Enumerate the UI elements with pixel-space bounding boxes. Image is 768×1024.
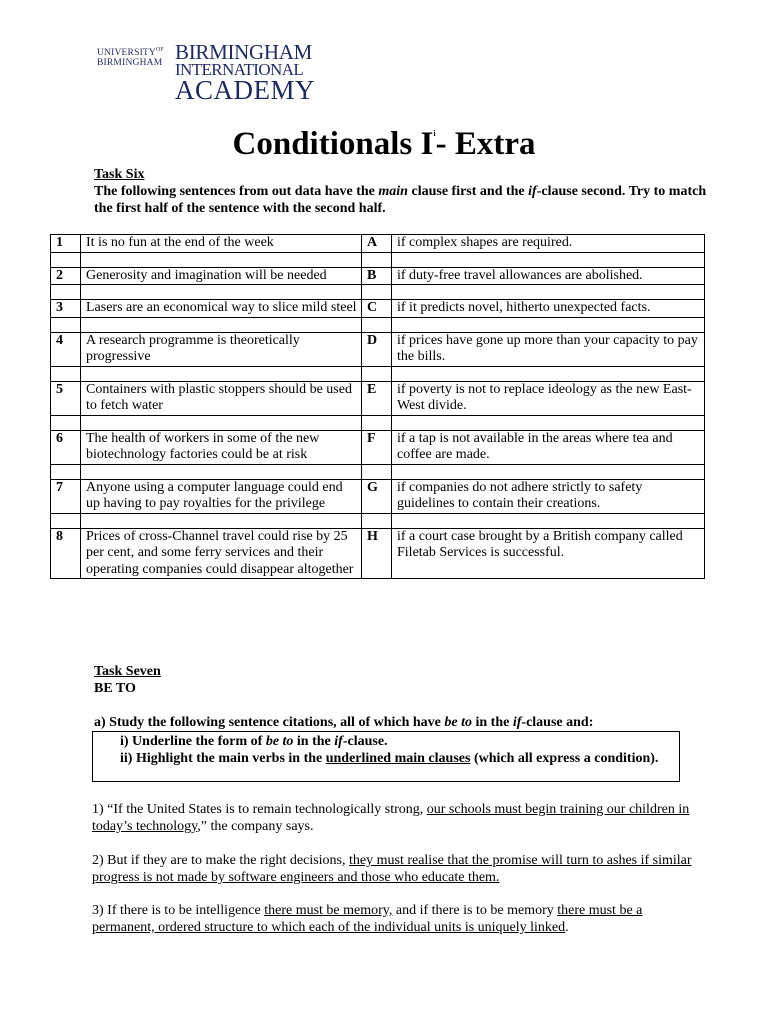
row-letter: F [362,430,392,464]
first-half: Generosity and imagination will be needed [81,267,362,285]
task-seven-section [94,663,714,731]
title-rest: - Extra [435,126,536,162]
table-row [51,528,705,579]
citation-text: 3) If there is to be intelligence [92,903,265,918]
instr-text: i) Underline the form of [120,734,266,749]
instr-be-to: be to [265,734,294,749]
first-half: Anyone using a computer language could end up having to pay royalties for the privilege [81,479,362,513]
logo-line1: BIRMINGHAM [175,40,313,64]
instruction-ii [120,750,679,767]
task-seven-heading: Task Seven [94,664,161,679]
table-row [51,235,705,253]
row-letter: E [362,381,392,415]
spacer-row [51,252,705,267]
table-row [51,381,705,415]
first-half: A research programme is theoretically progressive [81,332,362,366]
row-number: 5 [51,381,81,415]
logo-birmingham-small: BIRMINGHAM [97,58,163,69]
spacer-row [51,415,705,430]
instr-if: if [334,734,343,749]
row-letter: G [362,479,392,513]
instr-text: The following sentences from out data have the [94,184,379,199]
academy-logo-text [175,40,316,105]
citation-text: 1) “If the United States is to remain technologically strong, [92,802,427,817]
title-main: Conditionals I [232,126,434,162]
row-number: 8 [51,528,81,579]
second-half: if complex shapes are required. [392,235,705,253]
instr-text: clause first and the [407,184,529,199]
spacer-row [51,513,705,528]
task-seven-instruction-a [94,714,714,731]
second-half: if a court case brought by a British company called Filetab Services is successful. [392,528,705,579]
instr-main: main [378,184,408,199]
row-number: 2 [51,267,81,285]
citation-text: and if there is to be memory [392,903,558,918]
underlined-main-clause: they must realise that the promise will turn to ashes if similar progress is not made by software engineers and those who educate them. [92,853,692,885]
matching-table [50,234,705,579]
logo-line3: ACADEMY [175,74,316,105]
second-half: if duty-free travel allowances are abolished. [392,267,705,285]
citation-2 [92,852,692,886]
first-half: Containers with plastic stoppers should be used to fetch water [81,381,362,415]
citation-1 [92,801,692,835]
table-row [51,267,705,285]
second-half: if companies do not adhere strictly to safety guidelines to contain their creations. [392,479,705,513]
spacer-row [51,366,705,381]
first-half: It is no fun at the end of the week [81,235,362,253]
logo-of: OF [156,47,165,53]
instruction-box [92,731,680,782]
spacer-row [51,285,705,300]
instr-text: in the [293,734,335,749]
citation-text: . [565,920,569,935]
row-letter: B [362,267,392,285]
second-half: if prices have gone up more than your capacity to pay the bills. [392,332,705,366]
instr-underlined: underlined main clauses [325,751,471,766]
task-six-section [94,166,714,217]
instr-be-to: be to [444,715,472,730]
second-half: if poverty is not to replace ideology as the new East-West divide. [392,381,705,415]
logo-university: UNIVERSITY [97,48,156,59]
row-number: 1 [51,235,81,253]
instruction-i [120,733,679,750]
instr-if: if [512,715,522,730]
page-title [0,126,768,163]
task-six-heading: Task Six [94,167,145,182]
instr-text: a) Study the following sentence citations, all of which have [94,715,445,730]
first-half: The health of workers in some of the new biotechnology factories could be at risk [81,430,362,464]
citation-3 [92,902,692,936]
table-row [51,332,705,366]
citation-text: 2) But if they are to make the right decisions, [92,853,349,868]
second-half: if a tap is not available in the areas where tea and coffee are made. [392,430,705,464]
spacer-row [51,464,705,479]
instr-text: (which all express a condition). [470,751,659,766]
instr-text: -clause. [342,734,388,749]
instr-text: ii) Highlight the main verbs in the [120,751,326,766]
table-row [51,300,705,318]
instr-text: in the [472,715,513,730]
row-number: 6 [51,430,81,464]
spacer-row [51,317,705,332]
underlined-main-clause: there must be a permanent, ordered structure to which each of the individual units is uniquely linked [92,903,643,935]
row-letter: H [362,528,392,579]
instr-if: if [528,184,537,199]
second-half: if it predicts novel, hitherto unexpected facts. [392,300,705,318]
instr-text: -clause and: [521,715,594,730]
table-row [51,430,705,464]
logo-line2: INTERNATIONAL [175,60,304,80]
first-half: Prices of cross-Channel travel could rise by 25 per cent, and some ferry services and their operating companies could disappear altogether [81,528,362,579]
university-logo-text [97,45,173,68]
row-letter: D [362,332,392,366]
row-letter: C [362,300,392,318]
row-number: 7 [51,479,81,513]
row-letter: A [362,235,392,253]
row-number: 4 [51,332,81,366]
task-six-instructions [94,183,714,217]
underlined-main-clause: our schools must begin training our children in today’s technology [92,802,690,834]
task-seven-subheading: BE TO [94,681,136,696]
first-half: Lasers are an economical way to slice mild steel [81,300,362,318]
instr-text: -clause second. Try to match the first half of the sentence with the second half. [94,184,707,216]
title-sup: i [433,129,436,138]
underlined-main-clause: there must be memory, [264,903,393,918]
citation-text: ,” the company says. [197,819,314,834]
table-row [51,479,705,513]
row-number: 3 [51,300,81,318]
